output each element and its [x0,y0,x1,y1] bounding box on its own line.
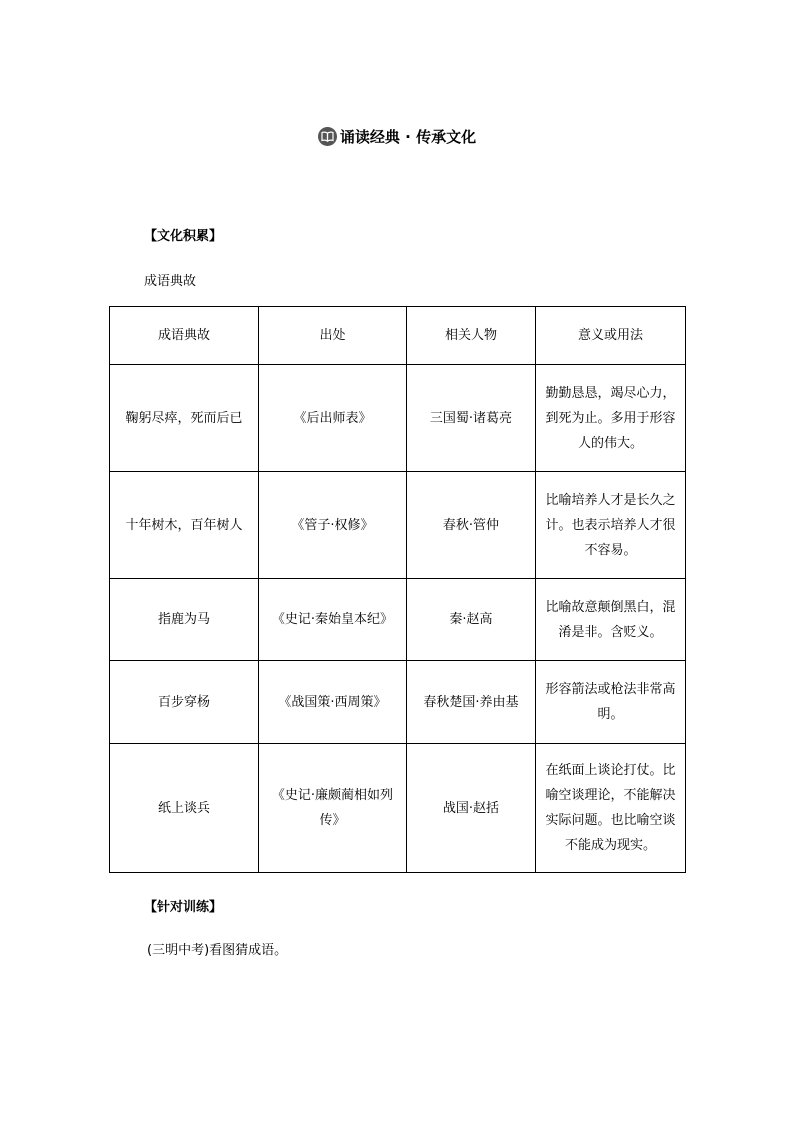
person-cell: 秦·赵高 [407,579,536,661]
person-cell: 春秋·管仲 [407,472,536,579]
column-header: 成语典故 [110,307,259,365]
page-title-text: 诵读经典 · 传承文化 [339,128,477,146]
meaning-cell: 形容箭法或枪法非常高明。 [536,661,686,744]
book-icon [318,127,337,146]
person-cell: 春秋楚国·养由基 [407,661,536,744]
table-row [110,365,686,472]
section-subtitle-idioms: 成语典故 [144,274,197,289]
table-row [110,744,686,873]
section-heading-training: 【针对训练】 [144,900,223,915]
meaning-cell: 比喻培养人才是长久之计。也表示培养人才很不容易。 [536,472,686,579]
source-cell: 《史记·秦始皇本纪》 [259,579,407,661]
person-cell: 三国蜀·诸葛亮 [407,365,536,472]
person-cell: 战国·赵括 [407,744,536,873]
meaning-cell: 在纸面上谈论打仗。比喻空谈理论，不能解决实际问题。也比喻空谈不能成为现实。 [536,744,686,873]
idiom-cell: 十年树木，百年树人 [110,472,259,579]
idiom-cell: 纸上谈兵 [110,744,259,873]
idiom-cell: 鞠躬尽瘁，死而后已 [110,365,259,472]
table-row [110,579,686,661]
section-heading-culture: 【文化积累】 [144,229,223,244]
source-cell: 《后出师表》 [259,365,407,472]
idiom-cell: 百步穿杨 [110,661,259,744]
meaning-cell: 比喻故意颠倒黑白，混淆是非。含贬义。 [536,579,686,661]
column-header: 意义或用法 [536,307,686,365]
page-title [0,126,794,148]
column-header: 相关人物 [407,307,536,365]
source-cell: 《战国策·西周策》 [259,661,407,744]
idiom-cell: 指鹿为马 [110,579,259,661]
question-text: (三明中考)看图猜成语。 [147,943,288,958]
table-row [110,472,686,579]
column-header: 出处 [259,307,407,365]
table-row [110,661,686,744]
table-header-row [110,307,686,365]
source-cell: 《史记·廉颇蔺相如列传》 [259,744,407,873]
idiom-table [109,306,686,873]
source-cell: 《管子·权修》 [259,472,407,579]
meaning-cell: 勤勤恳恳，竭尽心力，到死为止。多用于形容人的伟大。 [536,365,686,472]
